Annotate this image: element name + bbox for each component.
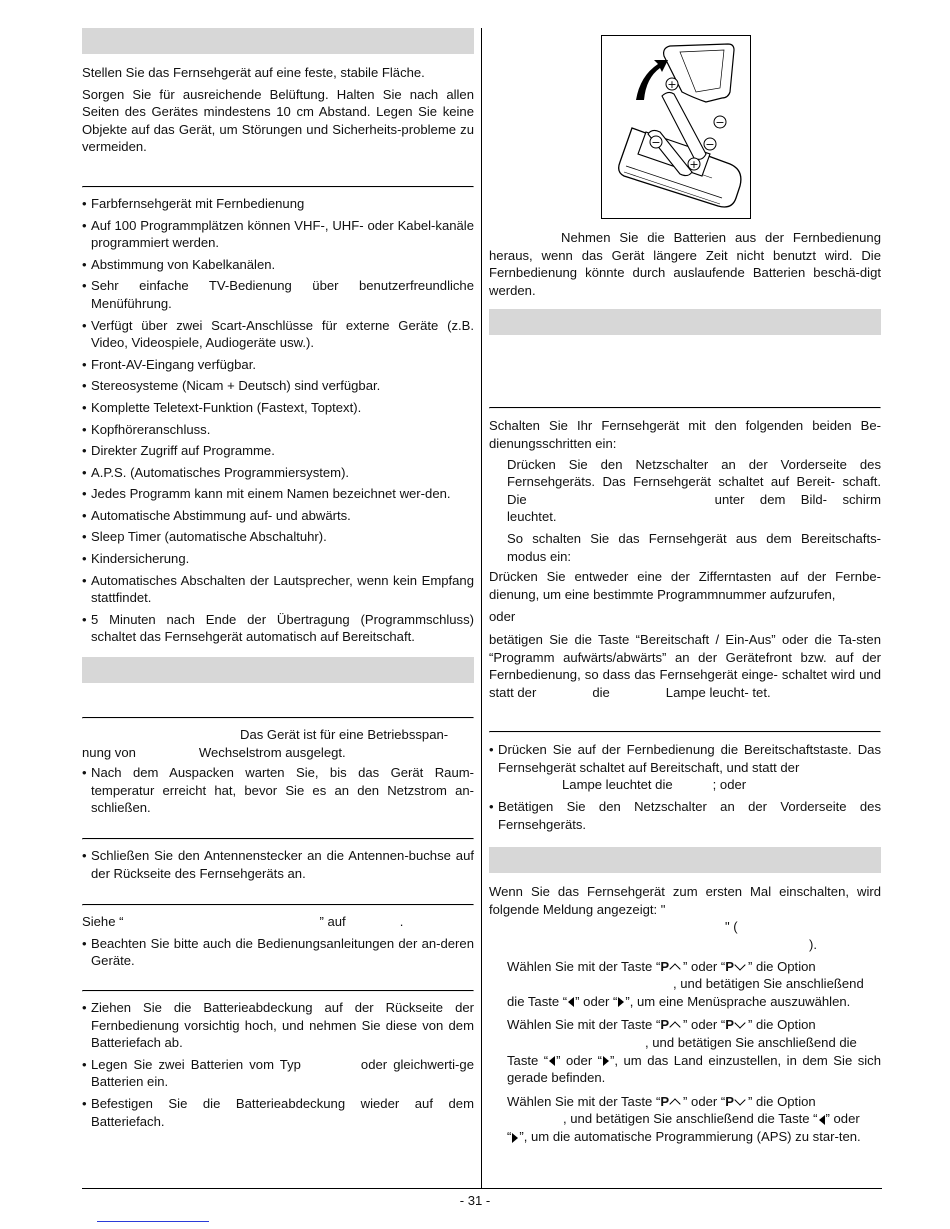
power-list	[82, 764, 474, 817]
footer-divider	[82, 1188, 882, 1189]
arrow-up-icon	[670, 963, 682, 972]
first-install-step-1: Wählen Sie mit der Taste “P ” oder “P ” die Option , und betätigen Sie anschließend die Taste “ ” oder “ ”, um eine Menüsprache auszuwählen.	[507, 958, 864, 1009]
feature-item: • Automatische Abstimmung auf- und abwärts.	[82, 507, 474, 525]
minus-sign: −	[651, 136, 661, 149]
arrow-down-icon	[735, 1098, 747, 1107]
section-heading-bar	[82, 28, 474, 54]
feature-item: • Stereosysteme (Nicam + Deutsch) sind verfügbar.	[82, 377, 474, 395]
arrow-right-icon	[512, 1133, 518, 1143]
arrow-right-icon	[618, 997, 624, 1007]
minus-sign: −	[715, 116, 725, 129]
feature-item: • Verfügt über zwei Scart-Anschlüsse für externe Geräte (z.B. Video, Videospiele, Audiogeräte usw.).	[82, 317, 474, 352]
features-list	[82, 195, 474, 646]
feature-item: • Auf 100 Programmplätzen können VHF-, UHF- oder Kabel-kanäle programmiert werden.	[82, 217, 474, 252]
feature-item: • Direkter Zugriff auf Programme.	[82, 442, 474, 460]
feature-item: • Front-AV-Eingang verfügbar.	[82, 356, 474, 374]
arrow-left-icon	[549, 1056, 555, 1066]
feature-item: • Komplette Teletext-Funktion (Fastext, Toptext).	[82, 399, 474, 417]
switch-on-step-2: So schalten Sie das Fernsehgerät aus dem Bereitschafts-modus ein:	[507, 530, 881, 564]
feature-item: • Farbfernsehgerät mit Fernbedienung	[82, 195, 474, 213]
list-item: • Legen Sie zwei Batterien vom Typ oder gleichwerti-ge Batterien ein.	[82, 1056, 474, 1091]
other-devices-text: Siehe “ ” auf .	[82, 914, 404, 930]
column-divider	[481, 28, 482, 1188]
section-heading-bar	[489, 309, 881, 335]
page-number: - 31 -	[459, 1193, 491, 1208]
first-install-text: Wenn Sie das Fernsehgerät zum ersten Mal einschalten, wird folgende Meldung angezeigt: " " ( ).	[489, 884, 881, 953]
arrow-right-icon	[603, 1056, 609, 1066]
plus-sign: +	[689, 158, 699, 171]
plus-sign: +	[667, 78, 677, 91]
list-item: • Ziehen Sie die Batterieabdeckung auf der Rückseite der Fernbedienung vorsichtig hoch, und nehmen Sie diese von dem Batteriefach ab.	[82, 999, 474, 1052]
placement-text: Stellen Sie das Fernsehgerät auf eine feste, stabile Fläche.	[82, 65, 425, 80]
feature-item: • Jedes Programm kann mit einem Namen bezeichnet wer-den.	[82, 485, 474, 503]
feature-item: • 5 Minuten nach Ende der Übertragung (Programmschluss) schaltet das Fernsehgerät automatisch auf Bereitschaft.	[82, 611, 474, 646]
arrow-left-icon	[819, 1115, 825, 1125]
switch-on-buttons-text: betätigen Sie die Taste “Bereitschaft / Ein-Aus” oder die Ta-sten “Programm aufwärts/abwärts” an der Gerätefront bzw. auf der Fernbedienung, so dass das Fernsehgerät einge- schaltet wird und statt der die Lampe leucht- tet.	[489, 631, 882, 700]
other-devices-list	[82, 935, 474, 970]
remote-battery-illustration	[602, 36, 750, 218]
battery-list	[82, 999, 474, 1130]
minus-sign: −	[705, 138, 715, 151]
right-column	[489, 28, 881, 1146]
oder-text: oder	[489, 609, 516, 625]
arrow-up-icon	[670, 1021, 682, 1030]
battery-figure	[601, 35, 751, 219]
arrow-down-icon	[735, 1021, 747, 1030]
switch-on-intro: Schalten Sie Ihr Fernsehgerät mit den folgenden beiden Be-dienungsschritten ein:	[489, 418, 881, 451]
switch-on-digits-text: Drücken Sie entweder eine der Zifferntasten auf der Fernbe-dienung, um eine bestimmte Programmnummer aufzurufen,	[489, 569, 881, 602]
ventilation-text: Sorgen Sie für ausreichende Belüftung. Halten Sie nach allen Seiten des Gerätes mindestens 10 cm Abstand. Legen Sie keine Objekte auf das Gerät, um Störungen und Sicherheits-probleme zu vermeiden.	[82, 86, 474, 155]
arrow-down-icon	[735, 963, 747, 972]
switch-off-list	[489, 741, 881, 833]
switch-on-step-1: Drücken Sie den Netzschalter an der Vorderseite des Fernsehgeräts. Das Fernsehgerät schaltet auf Bereit- schaft. Die unter dem Bild- schirm leuchtet.	[507, 456, 882, 525]
decorative-blue-line	[97, 1221, 209, 1222]
list-item: • Betätigen Sie den Netzschalter an der Vorderseite des Fernsehgeräts.	[489, 798, 881, 833]
arrow-up-icon	[670, 1098, 682, 1107]
feature-item: • Automatisches Abschalten der Lautsprecher, wenn kein Empfang stattfindet.	[82, 572, 474, 607]
feature-item: • Sleep Timer (automatische Abschaltuhr).	[82, 528, 474, 546]
feature-item: • Kopfhöreranschluss.	[82, 421, 474, 439]
power-text: Das Gerät ist für eine Betriebsspan- nung von Wechselstrom ausgelegt.	[82, 727, 449, 760]
antenna-list	[82, 847, 474, 882]
list-item: • Beachten Sie bitte auch die Bedienungsanleitungen der an-deren Geräte.	[82, 935, 474, 970]
list-item: • Drücken Sie auf der Fernbedienung die Bereitschaftstaste. Das Fernsehgerät schaltet auf Bereitschaft, und statt der Lampe leuchtet die ; oder	[489, 741, 881, 794]
left-column	[82, 28, 474, 1134]
feature-item: • A.P.S. (Automatisches Programmiersystem).	[82, 464, 474, 482]
battery-note: Nehmen Sie die Batterien aus der Fernbedienung heraus, wenn das Gerät längere Zeit nicht benutzt wird. Die Fernbedienung könnte durch auslaufende Batterien beschä-digt werden.	[489, 230, 881, 298]
feature-item: • Abstimmung von Kabelkanälen.	[82, 256, 474, 274]
list-item: • Schließen Sie den Antennenstecker an die Antennen-buchse auf der Rückseite des Fernsehgeräts an.	[82, 847, 474, 882]
first-install-step-2: Wählen Sie mit der Taste “P ” oder “P ” die Option , und betätigen Sie anschließend die Taste “ ” oder “ ”, um das Land einzustellen, in dem Sie sich gerade befinden.	[507, 1017, 881, 1086]
first-install-step-3: Wählen Sie mit der Taste “P ” oder “P ” die Option , und betätigen Sie anschließend die Taste “ ” oder “ ”, um die automatische Programmierung (APS) zu star-ten.	[507, 1093, 861, 1144]
feature-item: • Sehr einfache TV-Bedienung über benutzerfreundliche Menüführung.	[82, 277, 474, 312]
arrow-left-icon	[568, 997, 574, 1007]
list-item: • Befestigen Sie die Batterieabdeckung wieder auf dem Batteriefach.	[82, 1095, 474, 1130]
section-heading-bar	[489, 847, 881, 873]
feature-item: • Kindersicherung.	[82, 550, 474, 568]
section-heading-bar	[82, 657, 474, 683]
list-item: • Nach dem Auspacken warten Sie, bis das Gerät Raum-temperatur erreicht hat, bevor Sie es an den Netzstrom an-schließen.	[82, 764, 474, 817]
